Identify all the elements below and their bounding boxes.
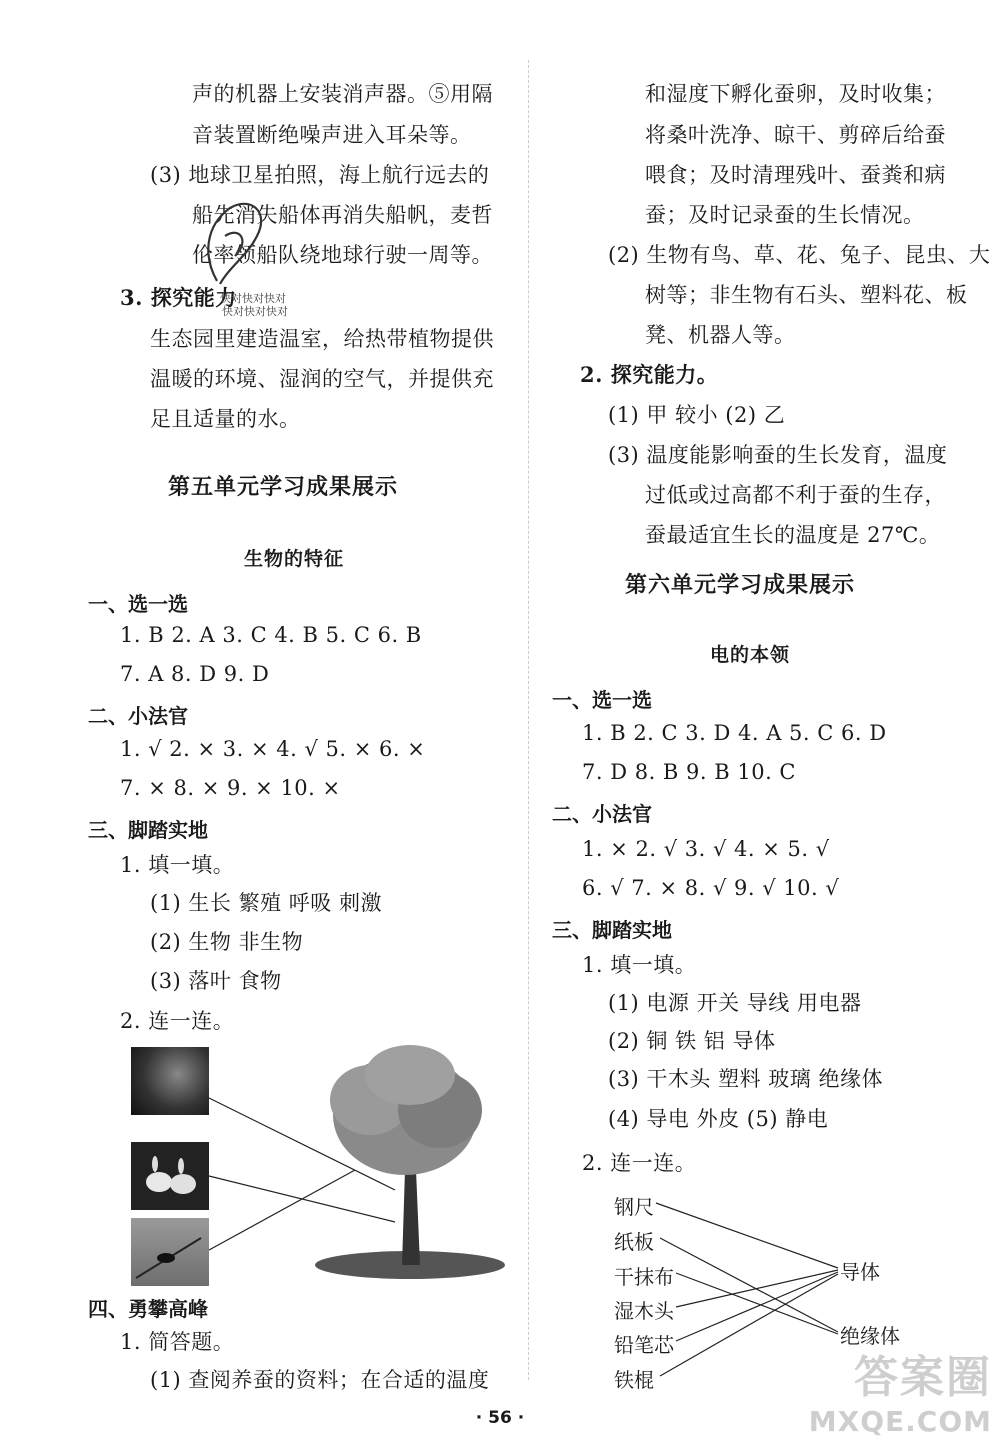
- watermark-logo-text: 答案圈: [854, 1352, 992, 1403]
- material-steel-ruler: 钢尺: [614, 1195, 654, 1219]
- lesson-title: 生物的特征: [244, 548, 345, 570]
- answer-line: 7. × 8. × 9. × 10. ×: [120, 776, 341, 800]
- answer-line: 1. B 2. A 3. C 4. B 5. C 6. B: [120, 623, 422, 647]
- question-title: 1. 填一填。: [120, 853, 235, 877]
- answer-line: (1) 生长 繁殖 呼吸 刺激: [150, 891, 382, 915]
- answer-line: (2) 生物 非生物: [150, 930, 304, 954]
- target-insulator: 绝缘体: [840, 1324, 900, 1348]
- question-title: 2. 连一连。: [120, 1009, 235, 1033]
- question-title: 1. 简答题。: [120, 1330, 235, 1354]
- answer-line: 蚕最适宜生长的温度是 27℃。: [645, 523, 941, 547]
- explore-title: 2. 探究能力。: [580, 362, 719, 387]
- text-line: 凳、机器人等。: [645, 323, 796, 347]
- answer-line: (3) 落叶 食物: [150, 969, 282, 993]
- answer-line: (3) 干木头 塑料 玻璃 绝缘体: [608, 1067, 883, 1091]
- watermark-url: MXQE.COM: [808, 1405, 992, 1438]
- text-line: 船先消失船体再消失船帆，麦哲: [192, 203, 493, 227]
- material-wet-wood: 湿木头: [614, 1299, 674, 1323]
- text-line: 温暖的环境、湿润的空气，并提供充: [150, 367, 494, 391]
- answer-line: 7. A 8. D 9. D: [120, 662, 270, 686]
- text-line: 将桑叶洗净、晾干、剪碎后给蚕: [645, 123, 946, 147]
- material-cardboard: 纸板: [614, 1230, 654, 1254]
- page-number: · 56 ·: [475, 1408, 525, 1428]
- section-heading: 四、勇攀高峰: [88, 1297, 208, 1321]
- answer-line: (1) 查阅养蚕的资料；在合适的温度: [150, 1368, 490, 1392]
- material-dry-cloth: 干抹布: [614, 1265, 674, 1289]
- answer-line: (2) 铜 铁 铝 导体: [608, 1029, 776, 1053]
- answer-line: (1) 电源 开关 导线 用电器: [608, 991, 862, 1015]
- text-line: (2) 生物有鸟、草、花、兔子、昆虫、大: [608, 243, 991, 267]
- stamp-line: 快对快对快对: [222, 305, 288, 318]
- text-line: 树等；非生物有石头、塑料花、板: [645, 283, 968, 307]
- material-iron-rod: 铁棍: [614, 1368, 654, 1392]
- section-heading: 一、选一选: [552, 688, 652, 712]
- text-line: 和湿度下孵化蚕卵，及时收集；: [645, 82, 946, 106]
- watermark: [809, 1341, 992, 1438]
- section-heading: 三、脚踏实地: [552, 918, 672, 942]
- question-title: 1. 填一填。: [582, 953, 697, 977]
- answer-line: 1. √ 2. × 3. × 4. √ 5. × 6. ×: [120, 737, 426, 761]
- explore-title: 3. 探究能力: [120, 285, 237, 310]
- text-line: 声的机器上安装消声器。⑤用隔: [192, 82, 493, 106]
- answer-line: 1. × 2. √ 3. √ 4. × 5. √: [582, 837, 830, 861]
- answer-line: 6. √ 7. × 8. √ 9. √ 10. √: [582, 876, 840, 900]
- text-line: 音装置断绝噪声进入耳朵等。: [192, 123, 472, 147]
- material-pencil-lead: 铅笔芯: [614, 1333, 674, 1357]
- unit-title: 第六单元学习成果展示: [625, 573, 856, 598]
- answer-line: 7. D 8. B 9. B 10. C: [582, 760, 797, 784]
- text-line: (3) 地球卫星拍照，海上航行远去的: [150, 163, 490, 187]
- stamp-line: 快对快对快对: [220, 292, 286, 305]
- answer-line: (1) 甲 较小 (2) 乙: [608, 403, 786, 427]
- target-conductor: 导体: [840, 1260, 880, 1284]
- text-line: 蚕；及时记录蚕的生长情况。: [645, 203, 925, 227]
- section-heading: 一、选一选: [88, 592, 188, 616]
- section-heading: 二、小法官: [552, 802, 652, 826]
- answer-line: (4) 导电 外皮 (5) 静电: [608, 1107, 829, 1131]
- lesson-title: 电的本领: [710, 644, 791, 666]
- unit-title: 第五单元学习成果展示: [168, 475, 399, 500]
- question-title: 2. 连一连。: [582, 1151, 697, 1175]
- section-heading: 三、脚踏实地: [88, 818, 208, 842]
- answer-line: 过低或过高都不利于蚕的生存，: [645, 483, 946, 507]
- text-line: 喂食；及时清理残叶、蚕粪和病: [645, 163, 946, 187]
- answer-line: 1. B 2. C 3. D 4. A 5. C 6. D: [582, 721, 887, 745]
- answer-line: (3) 温度能影响蚕的生长发育，温度: [608, 443, 948, 467]
- section-heading: 二、小法官: [88, 704, 188, 728]
- text-line: 生态园里建造温室，给热带植物提供: [150, 327, 494, 351]
- text-line: 伦率领船队绕地球行驶一周等。: [192, 243, 493, 267]
- text-line: 足且适量的水。: [150, 407, 301, 431]
